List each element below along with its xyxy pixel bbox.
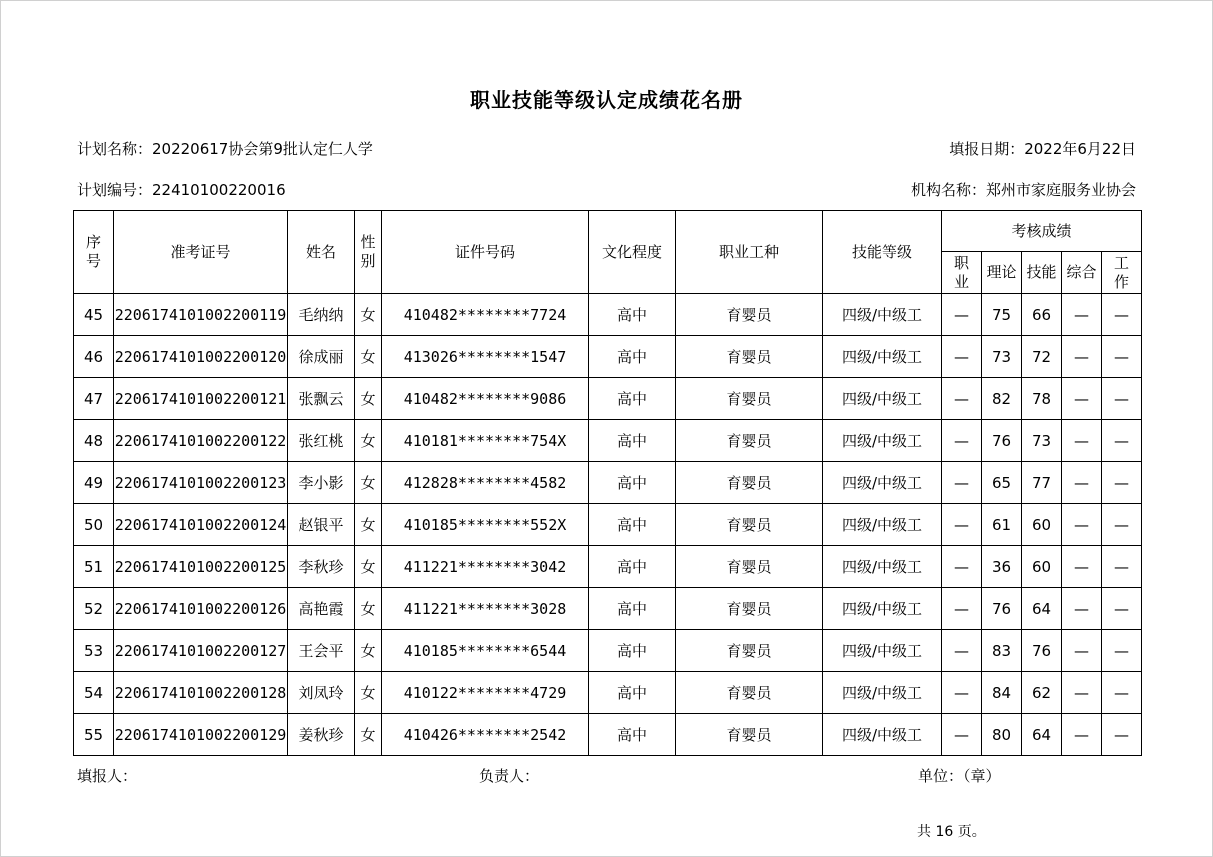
filler-label: 填报人：	[77, 767, 138, 785]
table-row	[74, 504, 1142, 546]
cell-seq: 47	[74, 378, 114, 420]
cell-name: 姜秋珍	[288, 714, 355, 756]
table-row	[74, 336, 1142, 378]
cell-score-skill: 73	[1022, 420, 1062, 462]
cell-education: 高中	[589, 378, 676, 420]
header-education: 文化程度	[589, 211, 676, 294]
cell-score-comprehensive: —	[1062, 294, 1102, 336]
table-row	[74, 462, 1142, 504]
cell-skill-level: 四级/中级工	[823, 504, 942, 546]
cell-score-theory: 36	[982, 546, 1022, 588]
table-row	[74, 546, 1142, 588]
responsible-label: 负责人：	[479, 767, 540, 785]
cell-exam-number: 2206174101002200119	[114, 294, 288, 336]
cell-score-theory: 75	[982, 294, 1022, 336]
cell-score-comprehensive: —	[1062, 714, 1102, 756]
cell-score-work: —	[1102, 714, 1142, 756]
cell-gender: 女	[355, 546, 382, 588]
cell-skill-level: 四级/中级工	[823, 462, 942, 504]
cell-skill-level: 四级/中级工	[823, 672, 942, 714]
cell-id-number: 413026********1547	[382, 336, 589, 378]
cell-exam-number: 2206174101002200124	[114, 504, 288, 546]
cell-seq: 55	[74, 714, 114, 756]
cell-score-occupational: —	[942, 588, 982, 630]
cell-occupation: 育婴员	[676, 336, 823, 378]
cell-skill-level: 四级/中级工	[823, 378, 942, 420]
plan-number: 计划编号：22410100220016	[77, 181, 286, 199]
cell-gender: 女	[355, 378, 382, 420]
cell-occupation: 育婴员	[676, 672, 823, 714]
cell-score-work: —	[1102, 630, 1142, 672]
cell-score-skill: 76	[1022, 630, 1062, 672]
cell-seq: 50	[74, 504, 114, 546]
cell-score-skill: 77	[1022, 462, 1062, 504]
cell-exam-number: 2206174101002200125	[114, 546, 288, 588]
cell-education: 高中	[589, 504, 676, 546]
cell-seq: 49	[74, 462, 114, 504]
cell-education: 高中	[589, 588, 676, 630]
cell-score-theory: 82	[982, 378, 1022, 420]
cell-score-comprehensive: —	[1062, 672, 1102, 714]
cell-gender: 女	[355, 714, 382, 756]
cell-seq: 54	[74, 672, 114, 714]
cell-occupation: 育婴员	[676, 420, 823, 462]
cell-score-skill: 60	[1022, 546, 1062, 588]
cell-score-work: —	[1102, 546, 1142, 588]
cell-score-occupational: —	[942, 294, 982, 336]
cell-education: 高中	[589, 462, 676, 504]
cell-education: 高中	[589, 630, 676, 672]
cell-occupation: 育婴员	[676, 546, 823, 588]
cell-score-work: —	[1102, 504, 1142, 546]
cell-score-occupational: —	[942, 630, 982, 672]
cell-name: 张红桃	[288, 420, 355, 462]
cell-gender: 女	[355, 336, 382, 378]
cell-name: 王会平	[288, 630, 355, 672]
cell-score-occupational: —	[942, 546, 982, 588]
cell-exam-number: 2206174101002200120	[114, 336, 288, 378]
header-occupation: 职业工种	[676, 211, 823, 294]
cell-gender: 女	[355, 672, 382, 714]
cell-skill-level: 四级/中级工	[823, 546, 942, 588]
cell-gender: 女	[355, 294, 382, 336]
cell-score-skill: 78	[1022, 378, 1062, 420]
header-exam-number: 准考证号	[114, 211, 288, 294]
cell-gender: 女	[355, 588, 382, 630]
cell-score-comprehensive: —	[1062, 546, 1102, 588]
cell-score-comprehensive: —	[1062, 336, 1102, 378]
cell-skill-level: 四级/中级工	[823, 714, 942, 756]
cell-score-theory: 83	[982, 630, 1022, 672]
cell-occupation: 育婴员	[676, 630, 823, 672]
cell-score-theory: 76	[982, 588, 1022, 630]
cell-exam-number: 2206174101002200121	[114, 378, 288, 420]
score-roster-table	[73, 210, 1142, 756]
header-score-occupational: 职 业	[942, 252, 982, 294]
header-score-work: 工 作	[1102, 252, 1142, 294]
cell-name: 张飘云	[288, 378, 355, 420]
cell-score-skill: 72	[1022, 336, 1062, 378]
cell-skill-level: 四级/中级工	[823, 294, 942, 336]
cell-score-theory: 80	[982, 714, 1022, 756]
header-id-number: 证件号码	[382, 211, 589, 294]
cell-gender: 女	[355, 420, 382, 462]
cell-id-number: 412828********4582	[382, 462, 589, 504]
cell-skill-level: 四级/中级工	[823, 630, 942, 672]
fill-date: 填报日期：2022年6月22日	[949, 140, 1136, 158]
cell-score-occupational: —	[942, 714, 982, 756]
cell-name: 赵银平	[288, 504, 355, 546]
header-scores: 考核成绩	[942, 211, 1142, 252]
cell-id-number: 410482********7724	[382, 294, 589, 336]
header-seq: 序 号	[74, 211, 114, 294]
cell-occupation: 育婴员	[676, 378, 823, 420]
cell-education: 高中	[589, 546, 676, 588]
cell-score-work: —	[1102, 294, 1142, 336]
cell-score-occupational: —	[942, 336, 982, 378]
cell-seq: 48	[74, 420, 114, 462]
header-score-theory: 理论	[982, 252, 1022, 294]
cell-score-occupational: —	[942, 504, 982, 546]
table-row	[74, 294, 1142, 336]
cell-occupation: 育婴员	[676, 588, 823, 630]
document-title: 职业技能等级认定成绩花名册	[470, 88, 743, 112]
cell-score-theory: 76	[982, 420, 1022, 462]
cell-gender: 女	[355, 630, 382, 672]
cell-occupation: 育婴员	[676, 294, 823, 336]
cell-id-number: 410426********2542	[382, 714, 589, 756]
cell-score-skill: 64	[1022, 588, 1062, 630]
cell-exam-number: 2206174101002200126	[114, 588, 288, 630]
cell-id-number: 411221********3042	[382, 546, 589, 588]
cell-id-number: 410122********4729	[382, 672, 589, 714]
table-row	[74, 630, 1142, 672]
cell-seq: 52	[74, 588, 114, 630]
cell-score-comprehensive: —	[1062, 420, 1102, 462]
cell-score-skill: 64	[1022, 714, 1062, 756]
header-score-comprehensive: 综合	[1062, 252, 1102, 294]
cell-score-work: —	[1102, 336, 1142, 378]
cell-score-theory: 61	[982, 504, 1022, 546]
cell-score-skill: 60	[1022, 504, 1062, 546]
cell-score-occupational: —	[942, 462, 982, 504]
cell-skill-level: 四级/中级工	[823, 336, 942, 378]
cell-score-comprehensive: —	[1062, 378, 1102, 420]
table-row	[74, 672, 1142, 714]
cell-score-work: —	[1102, 420, 1142, 462]
header-skill-level: 技能等级	[823, 211, 942, 294]
cell-education: 高中	[589, 294, 676, 336]
cell-exam-number: 2206174101002200122	[114, 420, 288, 462]
cell-occupation: 育婴员	[676, 504, 823, 546]
cell-name: 徐成丽	[288, 336, 355, 378]
cell-score-skill: 66	[1022, 294, 1062, 336]
cell-seq: 51	[74, 546, 114, 588]
cell-education: 高中	[589, 336, 676, 378]
cell-gender: 女	[355, 504, 382, 546]
table-row	[74, 420, 1142, 462]
cell-name: 李秋珍	[288, 546, 355, 588]
cell-exam-number: 2206174101002200123	[114, 462, 288, 504]
cell-exam-number: 2206174101002200127	[114, 630, 288, 672]
table-row	[74, 588, 1142, 630]
cell-score-theory: 73	[982, 336, 1022, 378]
cell-skill-level: 四级/中级工	[823, 588, 942, 630]
cell-id-number: 410185********6544	[382, 630, 589, 672]
cell-occupation: 育婴员	[676, 462, 823, 504]
cell-education: 高中	[589, 420, 676, 462]
cell-education: 高中	[589, 714, 676, 756]
cell-exam-number: 2206174101002200129	[114, 714, 288, 756]
cell-seq: 46	[74, 336, 114, 378]
cell-id-number: 411221********3028	[382, 588, 589, 630]
cell-name: 毛纳纳	[288, 294, 355, 336]
cell-score-theory: 84	[982, 672, 1022, 714]
cell-score-comprehensive: —	[1062, 588, 1102, 630]
cell-id-number: 410185********552X	[382, 504, 589, 546]
header-name: 姓名	[288, 211, 355, 294]
cell-score-comprehensive: —	[1062, 630, 1102, 672]
cell-id-number: 410482********9086	[382, 378, 589, 420]
cell-score-occupational: —	[942, 420, 982, 462]
table-row	[74, 714, 1142, 756]
cell-occupation: 育婴员	[676, 714, 823, 756]
header-score-skill: 技能	[1022, 252, 1062, 294]
cell-score-work: —	[1102, 378, 1142, 420]
cell-exam-number: 2206174101002200128	[114, 672, 288, 714]
organization-name: 机构名称：郑州市家庭服务业协会	[910, 181, 1136, 199]
cell-education: 高中	[589, 672, 676, 714]
cell-id-number: 410181********754X	[382, 420, 589, 462]
cell-seq: 53	[74, 630, 114, 672]
cell-gender: 女	[355, 462, 382, 504]
cell-seq: 45	[74, 294, 114, 336]
cell-score-occupational: —	[942, 378, 982, 420]
cell-score-comprehensive: —	[1062, 462, 1102, 504]
cell-skill-level: 四级/中级工	[823, 420, 942, 462]
cell-name: 高艳霞	[288, 588, 355, 630]
cell-score-comprehensive: —	[1062, 504, 1102, 546]
cell-score-work: —	[1102, 672, 1142, 714]
cell-score-skill: 62	[1022, 672, 1062, 714]
unit-seal-label: 单位：（章）	[918, 767, 1001, 785]
cell-score-theory: 65	[982, 462, 1022, 504]
cell-score-work: —	[1102, 462, 1142, 504]
page-count: 共 16 页。	[917, 824, 986, 840]
cell-name: 刘凤玲	[288, 672, 355, 714]
plan-name: 计划名称：20220617协会第9批认定仁人学	[77, 140, 373, 158]
header-gender: 性 别	[355, 211, 382, 294]
cell-score-occupational: —	[942, 672, 982, 714]
cell-score-work: —	[1102, 588, 1142, 630]
cell-name: 李小影	[288, 462, 355, 504]
table-row	[74, 378, 1142, 420]
